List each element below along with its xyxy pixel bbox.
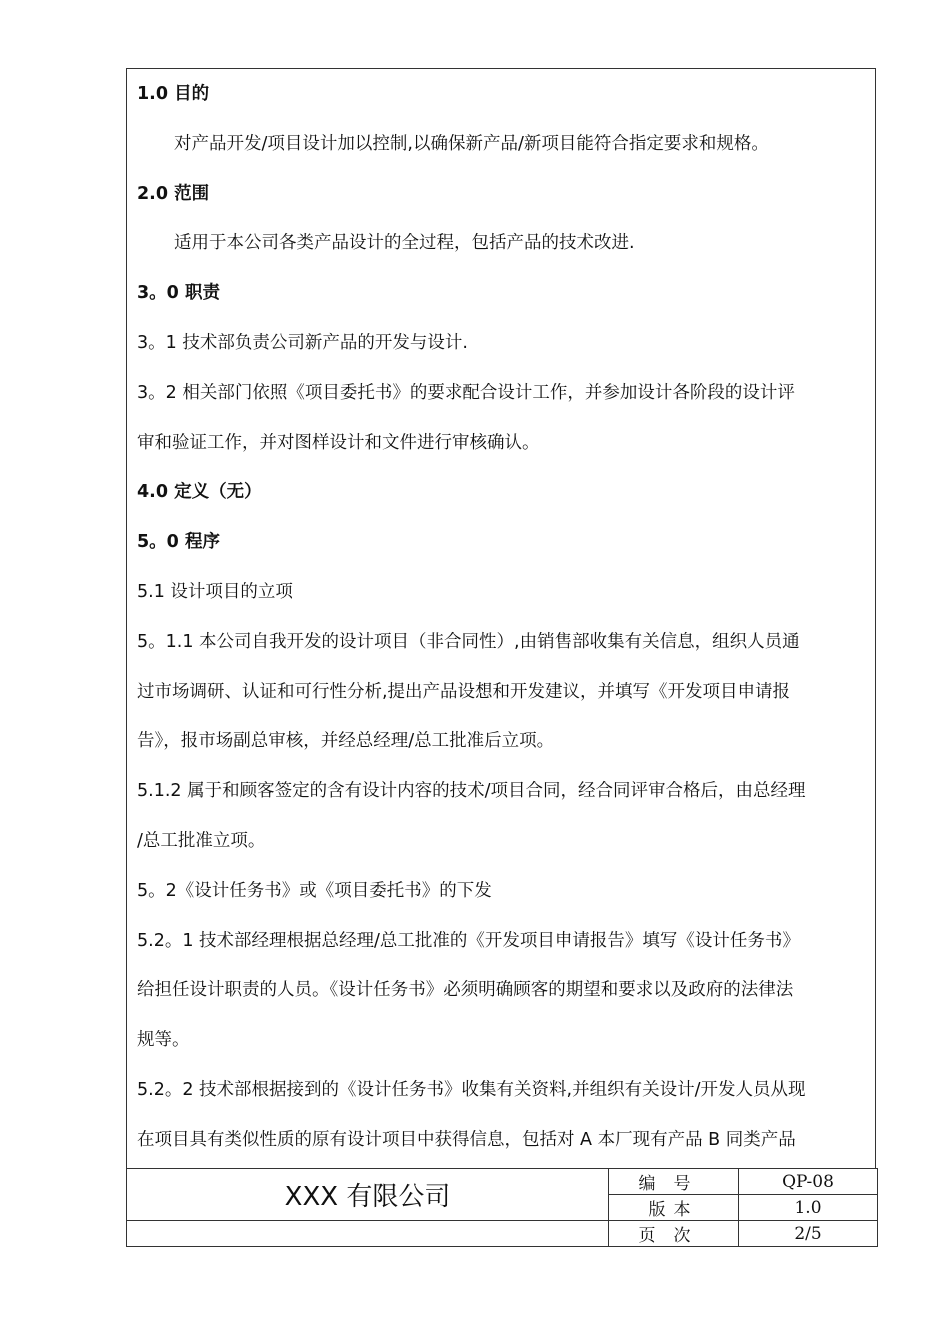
- version-label: 版本: [609, 1195, 739, 1221]
- document-body-frame: [126, 68, 876, 1168]
- paragraph-line: 规等。: [137, 1030, 190, 1051]
- footer-row: [127, 1169, 878, 1195]
- paragraph-line: 3。1 技术部负责公司新产品的开发与设计.: [137, 332, 468, 353]
- paragraph-line: 给担任设计职责的人员。《设计任务书》必须明确顾客的期望和要求以及政府的法律法: [137, 980, 794, 1001]
- page-label: 页次: [609, 1221, 739, 1247]
- page-value: 2/5: [739, 1221, 878, 1247]
- paragraph-line: /总工批准立项。: [137, 830, 266, 851]
- version-value: 1.0: [739, 1195, 878, 1221]
- footer-row: [127, 1221, 878, 1247]
- paragraph-line: 告》，报市场副总审核，并经总经理/总工批准后立项。: [137, 731, 555, 752]
- section-heading-definitions: 4.0 定义（无）: [137, 482, 262, 503]
- paragraph-line: 3。2 相关部门依照《项目委托书》的要求配合设计工作，并参加设计各阶段的设计评: [137, 382, 795, 403]
- paragraph-line: 5。1.1 本公司自我开发的设计项目（非合同性）,由销售部收集有关信息，组织人员通: [137, 631, 800, 652]
- section-heading-purpose: 1.0 目的: [137, 84, 210, 104]
- paragraph-line: 在项目具有类似性质的原有设计项目中获得信息，包括对 A 本厂现有产品 B 同类产品: [137, 1129, 796, 1150]
- paragraph-line: 审和验证工作，并对图样设计和文件进行审核确认。: [137, 432, 540, 453]
- paragraph-line: 5.1.2 属于和顾客签定的含有设计内容的技术/项目合同，经合同评审合格后，由总经理: [137, 781, 806, 802]
- paragraph-line: 5.2。1 技术部经理根据总经理/总工批准的《开发项目申请报告》填写《设计任务书》: [137, 930, 800, 951]
- document-footer-table: [126, 1168, 878, 1247]
- company-name: XXX 有限公司: [127, 1169, 609, 1221]
- footer-empty-cell: [127, 1221, 609, 1247]
- section-heading-procedure: 5。0 程序: [137, 532, 220, 553]
- document-content: [137, 79, 869, 1168]
- paragraph-line: 5.2。2 技术部根据接到的《设计任务书》收集有关资料,并组织有关设计/开发人员从现: [137, 1079, 806, 1100]
- doc-number-label: 编号: [609, 1169, 739, 1195]
- paragraph-line: 5.1 设计项目的立项: [137, 581, 293, 602]
- paragraph-scope: 适用于本公司各类产品设计的全过程，包括产品的技术改进.: [174, 233, 635, 254]
- paragraph-line: 过市场调研、认证和可行性分析,提出产品设想和开发建议，并填写《开发项目申请报: [137, 681, 791, 702]
- paragraph-line: 5。2《设计任务书》或《项目委托书》的下发: [137, 880, 492, 901]
- section-heading-responsibilities: 3。0 职责: [137, 283, 220, 304]
- section-heading-scope: 2.0 范围: [137, 183, 210, 204]
- paragraph-purpose: 对产品开发/项目设计加以控制,以确保新产品/新项目能符合指定要求和规格。: [174, 133, 769, 154]
- doc-number-value: QP-08: [739, 1169, 878, 1195]
